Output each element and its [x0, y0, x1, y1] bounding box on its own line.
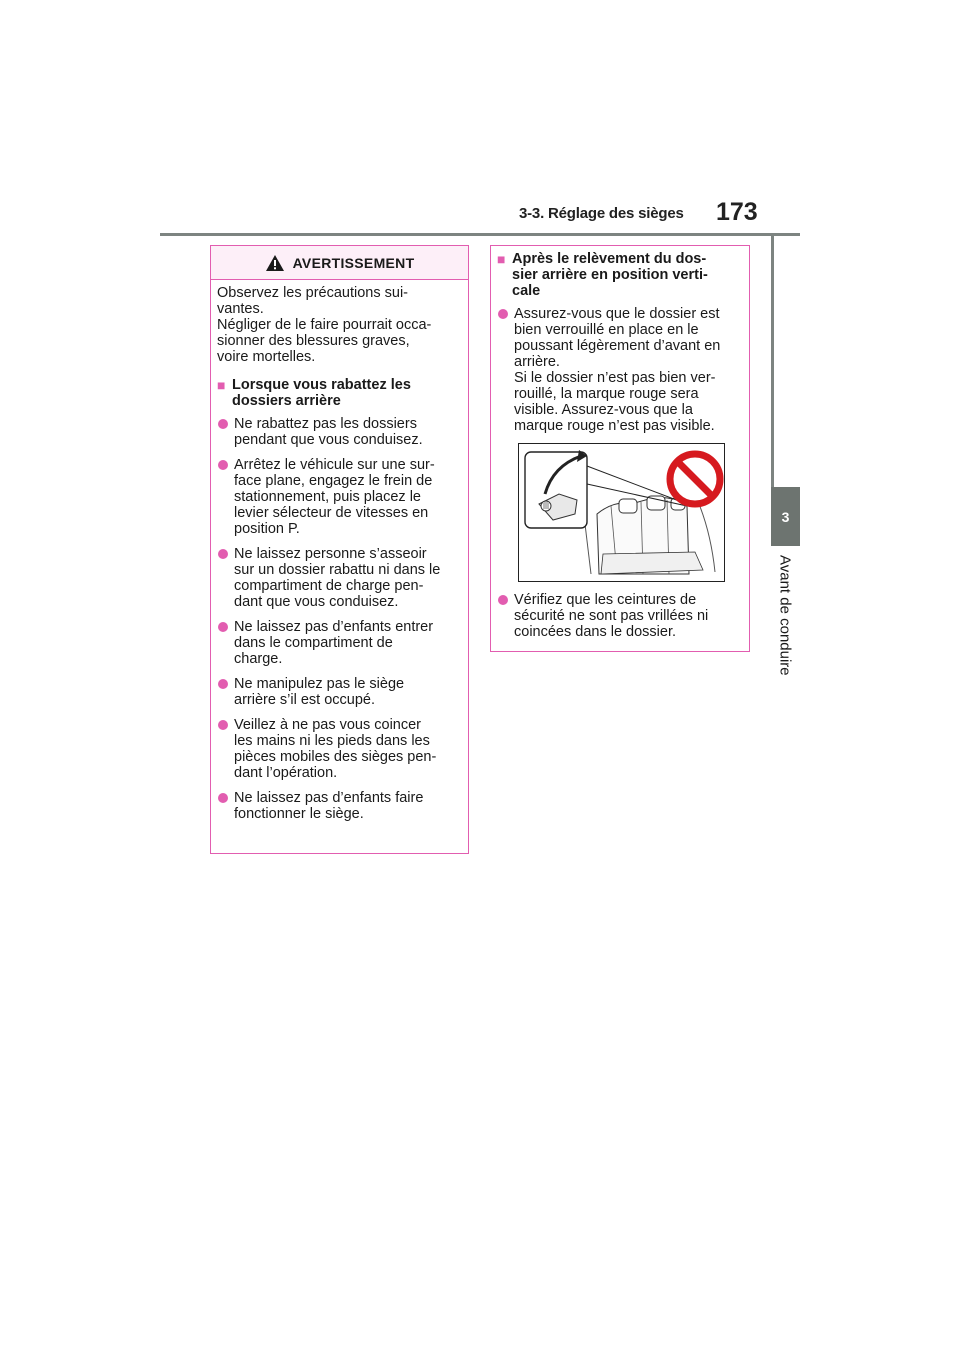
bullet-dot-icon	[218, 720, 228, 730]
warning-bullet	[217, 416, 462, 448]
prohibited-icon	[670, 454, 720, 504]
upright-check-body	[491, 246, 749, 640]
warning-body	[211, 280, 468, 822]
upright-heading-text: Après le relèvement du dos- sier arrière en position verti- cale	[512, 251, 708, 299]
upright-bullet	[497, 592, 743, 640]
bullet-dot-icon	[218, 679, 228, 689]
warning-heading-text: Lorsque vous rabattez les dossiers arrière	[232, 377, 411, 409]
warning-title: AVERTISSEMENT	[292, 254, 415, 271]
warning-bullet	[217, 676, 462, 708]
square-bullet-icon: ■	[217, 377, 226, 393]
warning-heading	[217, 377, 462, 409]
header-rule	[160, 233, 800, 236]
warning-bullet-text: Ne laissez pas d’enfants entrer dans le compartiment de charge.	[234, 619, 434, 667]
bullet-dot-icon	[498, 595, 508, 605]
bullet-dot-icon	[218, 793, 228, 803]
warning-bullet	[217, 790, 462, 822]
warning-bullet	[217, 717, 462, 781]
warning-bullet	[217, 619, 462, 667]
warning-bullet-text: Veillez à ne pas vous coincer les mains ni les pieds dans les pièces mobiles des sièges pen- dant l’opération.	[234, 717, 437, 781]
warning-bullet-text: Ne rabattez pas les dossiers pendant que vous conduisez.	[234, 416, 423, 448]
warning-bullet-text: Ne manipulez pas le siège arrière s’il est occupé.	[234, 676, 405, 708]
warning-bullet-text: Arrêtez le véhicule sur une sur- face plane, engagez le frein de stationnement, puis placez le levier sélecteur de vitesses en position P.	[234, 457, 435, 537]
bullet-dot-icon	[218, 622, 228, 632]
rear-seat-drawing	[519, 444, 724, 581]
side-rule	[771, 236, 774, 488]
bullet-dot-icon	[218, 549, 228, 559]
section-title: 3-3. Réglage des sièges	[519, 205, 684, 222]
warning-bullet	[217, 546, 462, 610]
warning-box	[210, 245, 469, 854]
seat-lock-illustration	[518, 443, 725, 582]
warning-header	[211, 246, 468, 280]
warning-bullet-text: Ne laissez personne s’asseoir sur un dossier rabattu ni dans le compartiment de charge pen- dant que vous conduisez.	[234, 546, 441, 610]
bullet-dot-icon	[218, 460, 228, 470]
upright-bullet-text: Vérifiez que les ceintures de sécurité ne sont pas vrillées ni coincées dans le dossier.	[514, 592, 709, 640]
warning-bullet	[217, 457, 462, 537]
warning-bullet-text: Ne laissez pas d’enfants faire fonctionner le siège.	[234, 790, 424, 822]
warning-intro: Observez les précautions sui- vantes. Négliger de le faire pourrait occa- sionner des blessures graves, voire mortelles.	[217, 285, 432, 365]
chapter-label-text: Avant de conduire	[776, 555, 794, 676]
chapter-number: 3	[781, 508, 790, 525]
upright-bullet-text: Assurez-vous que le dossier est bien verrouillé en place en le poussant légèrement d’avant en arrière. Si le dossier n’est pas bien ver- rouillé, la marque rouge sera visible. Assurez-vous que la marque rouge n’est pas visible.	[514, 306, 721, 434]
upright-bullet	[497, 306, 743, 434]
square-bullet-icon: ■	[497, 251, 506, 267]
upright-heading	[497, 251, 743, 299]
bullet-dot-icon	[498, 309, 508, 319]
bullet-dot-icon	[218, 419, 228, 429]
chapter-tab	[771, 487, 800, 546]
page-number: 173	[716, 198, 758, 226]
upright-check-box	[490, 245, 750, 652]
chapter-label	[768, 555, 802, 705]
warning-triangle-icon	[265, 254, 285, 272]
